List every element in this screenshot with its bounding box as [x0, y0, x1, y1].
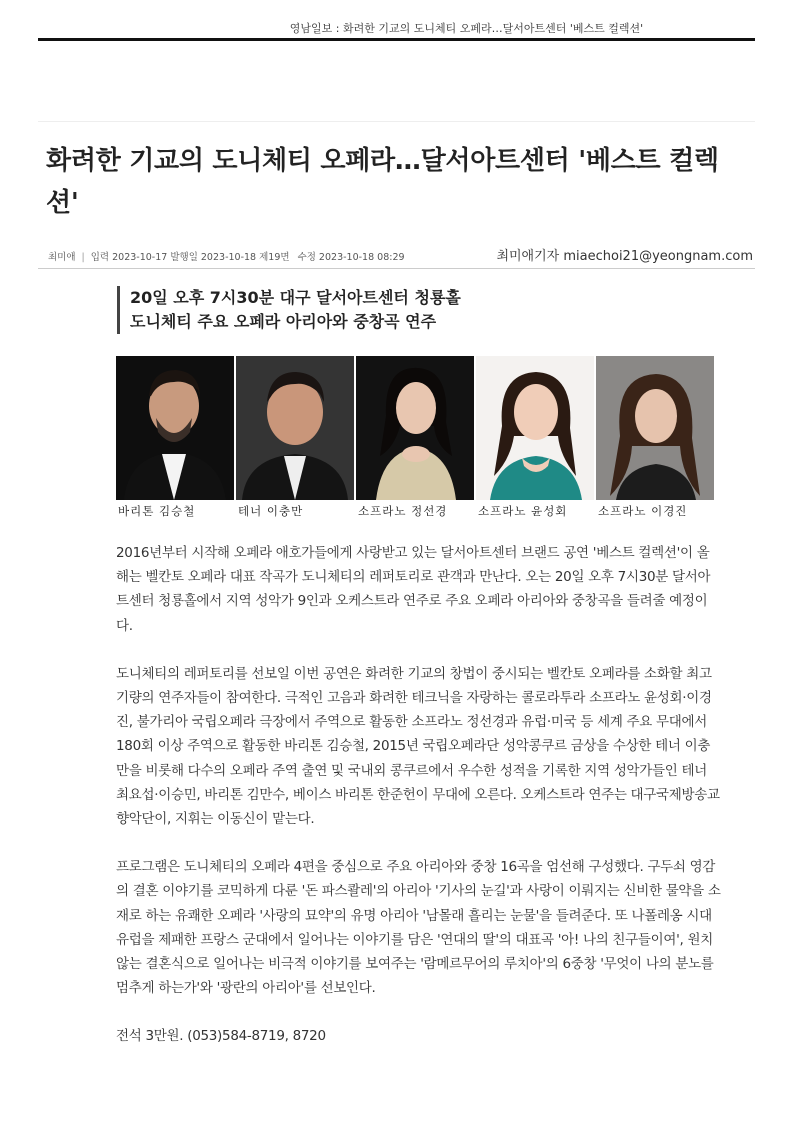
- byline-author: 최미애: [48, 252, 76, 263]
- performer-card: [476, 356, 594, 519]
- reporter-contact: 최미애기자 miaechoi21@yeongnam.com: [496, 249, 753, 264]
- performer-photo: [236, 356, 354, 500]
- performer-photo: [596, 356, 714, 500]
- byline-separator: |: [81, 252, 85, 263]
- performer-photo: [116, 356, 234, 500]
- print-header: 영남일보 : 화려한 기교의 도니체티 오페라…달서아트센터 '베스트 컬렉션': [289, 22, 644, 35]
- divider: [38, 268, 755, 269]
- photo-caption: 소프라노 윤성회: [478, 504, 568, 518]
- article-headline: 화려한 기교의 도니체티 오페라…달서아트센터 '베스트 컬렉션': [46, 146, 719, 218]
- performer-photos: [116, 356, 714, 519]
- performer-card: [356, 356, 474, 519]
- article-paragraph: 도니체티의 레퍼토리를 선보일 이번 공연은 화려한 기교의 창법이 중시되는 벨칸토 오페라를 소화할 최고 기량의 연주자들이 참여한다. 극적인 고음과 화려한 테크닉을 자랑하는 콜로라투라 소프라노 윤성회·이경진, 불가리아 국립오페라 극장에서 주역으로 활동한 소프라노 정선경과 유럽·미국 등 세계 주요 무대에서 180회 이상 주역으로 활동한 바리톤 김승철, 2015년 국립오페라단 성악콩쿠르 금상을 수상한 테너 이충만을 비롯해 다수의 오페라 주역 출연 및 국내외 콩쿠르에서 우수한 성적을 기록한 지역 성악가들인 테너 최요섭·이승민, 바리톤 김만수, 베이스 바리톤 한준헌이 무대에 오른다. 오케스트라 연주는 대구국제방송교향악단이, 지휘는 이동신이 맡는다.: [116, 665, 720, 828]
- photo-caption: 소프라노 이경진: [598, 504, 688, 518]
- photo-caption: 테너 이충만: [238, 504, 304, 518]
- photo-caption: 소프라노 정선경: [358, 504, 448, 518]
- byline-dates: 입력 2023-10-17 발행일 2023-10-18 제19면: [90, 252, 290, 263]
- performer-card: [236, 356, 354, 519]
- header-rule: [38, 38, 755, 41]
- performer-photo: [476, 356, 594, 500]
- article-paragraph: 2016년부터 시작해 오페라 애호가들에게 사랑받고 있는 달서아트센터 브랜드 공연 '베스트 컬렉션'이 올해는 벨칸토 오페라 대표 작곡가 도니체티의 레퍼토리로 관객과 만난다. 오는 20일 오후 7시30분 달서아트센터 청룡홀에서 지역 성악가 9인과 오케스트라 연주로 주요 오페라 아리아와 중창곡을 들려줄 예정이다.: [116, 545, 711, 634]
- subhead-line: 도니체티 주요 오페라 아리아와 중창곡 연주: [130, 312, 437, 331]
- article-paragraph: 프로그램은 도니체티의 오페라 4편을 중심으로 주요 아리아와 중창 16곡을 엄선해 구성했다. 구두쇠 영감의 결혼 이야기를 코믹하게 다룬 '돈 파스콸레'의 아리아 '기사의 눈길'과 사랑이 이뤄지는 신비한 물약을 소재로 하는 유쾌한 오페라 '사랑의 묘약'의 유명 아리아 '남몰래 흘리는 눈물'을 들려준다. 또 나폴레옹 시대 유럽을 제패한 프랑스 군대에서 일어나는 이야기를 담은 '연대의 딸'의 대표곡 '아! 나의 친구들이여', 원치 않는 결혼식으로 일어나는 비극적 이야기를 보여주는 '람메르무어의 루치아'의 6중창 '무엇이 나의 분노를 멈추게 하는가'와 '광란의 아리아'를 선보인다.: [116, 859, 721, 997]
- performer-card: [596, 356, 714, 519]
- photo-caption: 바리톤 김승철: [118, 504, 196, 518]
- subhead-line: 20일 오후 7시30분 대구 달서아트센터 청룡홀: [130, 288, 461, 307]
- byline: [48, 249, 405, 263]
- article-paragraph: 전석 3만원. (053)584-8719, 8720: [116, 1028, 326, 1045]
- byline-modified: 수정 2023-10-18 08:29: [297, 252, 405, 263]
- performer-card: [116, 356, 234, 519]
- divider: [38, 121, 755, 122]
- article-body: [116, 541, 722, 1073]
- article-subhead: [117, 286, 461, 334]
- performer-photo: [356, 356, 474, 500]
